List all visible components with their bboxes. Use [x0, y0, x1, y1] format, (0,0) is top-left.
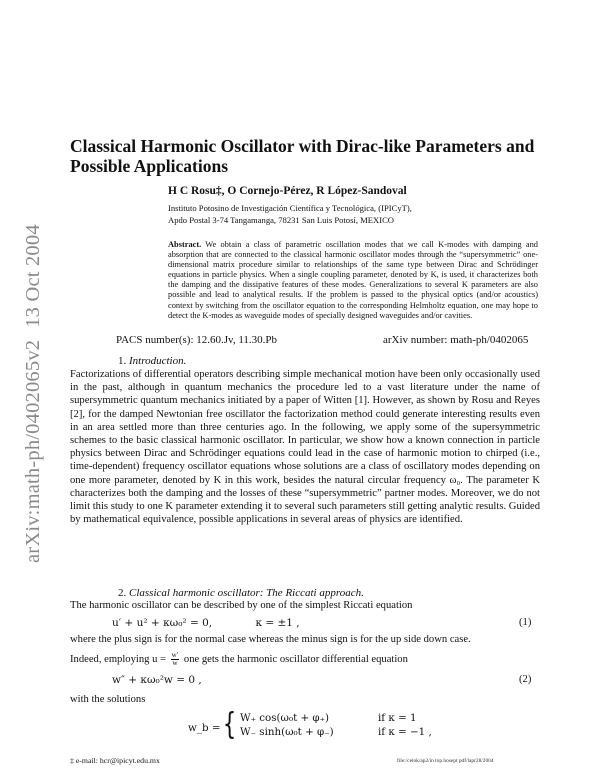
arxiv-stamp-id: arXiv:math-ph/0402065v2 [22, 339, 44, 563]
substitution-pre: Indeed, employing u = [70, 653, 167, 665]
solution-row-1-condition: if κ = 1 [378, 712, 417, 724]
equation-1 [112, 617, 300, 629]
section-2-title: Classical harmonic oscillator: The Riccati approach. [129, 587, 364, 599]
affiliation [168, 203, 412, 226]
arxiv-side-stamp [22, 224, 45, 563]
section-1-number: 1. [118, 355, 127, 367]
footer-file-stamp: file:/celok/ap2/in top.hosept pdf/lapr28/2004 [397, 758, 494, 764]
section-1-heading [118, 355, 186, 367]
author-list: H C Rosu‡, O Cornejo-Pérez, R López-Sandoval [168, 185, 407, 197]
solution-row-2 [240, 726, 432, 738]
abstract [168, 240, 538, 321]
section-2-intro: The harmonic oscillator can be described by one of the simplest Riccati equation [70, 600, 413, 611]
solution-lhs: w_b = [188, 722, 221, 734]
substitution-line [70, 652, 408, 667]
fraction-numerator: w′ [171, 651, 179, 659]
arxiv-number: arXiv number: math-ph/0402065 [383, 334, 529, 346]
section-1-paragraph: Factorizations of differential operators describing simple mechanical motion have been only occasionally used in the past, although in quantum mechanics the procedure led to a vast literature under the name of supersymmetric quantum mechanics initiated by a paper of Witten [1]. However, as shown by Rosu and Reyes [2], for the damped Newtonian free oscillator the factorization method could generate interesting results even in an area settled more than three centuries ago. In the following, we apply some of the supersymmetric schemes to the basic classical harmonic oscillator. In particular, we show how a known connection in particle physics between Dirac and Schrödinger equations could lead in the case of harmonic motion to chirped (i.e., time-dependent) frequency oscillator equations whose solutions are a class of oscillatory modes depending on one more parameter, denoted by K in this work, besides the natural circular frequency ω₀. The parameter K characterizes both the damping and the losses of these “supersymmetric” partner modes. Moreover, we do not limit this study to one K parameter extending it to several such parameters still getting analytic results. Guided by mathematical equivalence, possible applications in several areas of physics are identified. [70, 369, 540, 526]
equation-2-number: (2) [519, 674, 532, 685]
section-1-title: Introduction. [129, 355, 187, 367]
solution-row-1-expr: W₊ cos(ω₀t + φ₊) [240, 712, 330, 724]
footnote-email: ‡ e-mail: hcr@ipicyt.edu.mx [70, 756, 160, 765]
solution-row-1 [240, 712, 417, 724]
affiliation-line-2: Apdo Postal 3-74 Tangamanga, 78231 San Luis Potosí, MEXICO [168, 214, 395, 225]
solution-row-2-expr: W₋ sinh(ω₀t + φ₋) [240, 726, 334, 738]
fraction-denominator: w [172, 659, 178, 667]
equation-2: w″ + κω₀²w = 0 , [112, 674, 202, 686]
fraction-w-prime-over-w [171, 652, 180, 667]
affiliation-line-1: Instituto Potosino de Investigación Científica y Tecnológica, (IPICyT), [168, 203, 412, 213]
equation-1-number: (1) [519, 617, 532, 628]
pacs-numbers: PACS number(s): 12.60.Jv, 11.30.Pb [116, 334, 278, 346]
abstract-label: Abstract. [168, 240, 202, 249]
left-brace-icon: { [222, 707, 237, 742]
equation-1-lhs: u′ + u² + κω₀² = 0, [112, 617, 213, 629]
section-2-heading [118, 587, 364, 599]
solution-row-2-condition: if κ = −1 , [378, 726, 432, 738]
arxiv-stamp-date: 13 Oct 2004 [22, 224, 44, 328]
section-2-number: 2. [118, 587, 127, 599]
paper-title: Classical Harmonic Oscillator with Dirac-like Parameters and Possible Applications [70, 136, 535, 176]
equation-1-rhs: κ = ±1 , [255, 617, 300, 629]
abstract-text: We obtain a class of parametric oscillation modes that we call K-modes with damping and absorption that are connected to the classical harmonic oscillator modes through the “supersymmetric” one-dimensional matrix procedure similar to relationships of the same type between Dirac and Schrödinger equations in particle physics. When a single coupling parameter, denoted by K, is used, it characterizes both the damping and the dissipative features of these modes. Generalizations to several K parameters are also possible and lead to analytical results. If the problem is passed to the physical optics (and/or acoustics) context by switching from the oscillator equation to the corresponding Helmholtz equation, one may hope to detect the K-modes as waveguide modes of specially designed waveguides and/or cavities. [168, 240, 538, 320]
substitution-post: one gets the harmonic oscillator differential equation [183, 653, 408, 665]
with-solutions-text: with the solutions [70, 694, 146, 705]
text-after-eq1: where the plus sign is for the normal case whereas the minus sign is for the up side down case. [70, 634, 471, 645]
